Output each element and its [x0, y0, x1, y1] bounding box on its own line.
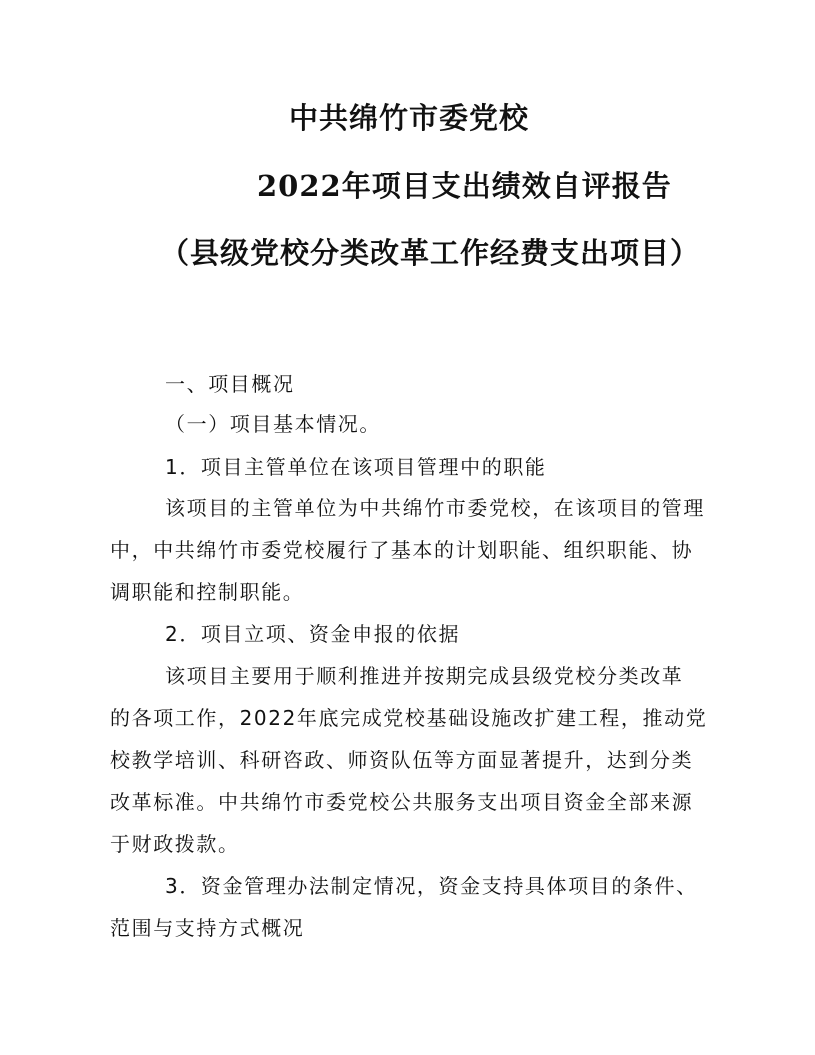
paragraph-line: 调职能和控制职能。 [110, 580, 305, 604]
paragraph-line: 中，中共绵竹市委党校履行了基本的计划职能、组织职能、协 [110, 538, 694, 562]
document-title-org: 中共绵竹市委党校 [289, 101, 530, 135]
paragraph-line: 改革标准。中共绵竹市委党校公共服务支出项目资金全部来源 [110, 790, 694, 814]
item-heading-3: 3．资金管理办法制定情况，资金支持具体项目的条件、 [165, 874, 698, 898]
document-title-report: 2022年项目支出绩效自评报告 [257, 169, 672, 203]
document-title-project: （县级党校分类改革工作经费支出项目） [160, 236, 701, 270]
paragraph-line: 的各项工作，2022年底完成党校基础设施改扩建工程，推动党 [110, 706, 708, 730]
paragraph-line: 于财政拨款。 [110, 832, 240, 856]
paragraph-line: 该项目的主管单位为中共绵竹市委党校，在该项目的管理 [165, 496, 705, 520]
section-heading-overview: 一、项目概况 [165, 372, 295, 396]
paragraph-line: 校教学培训、科研咨政、师资队伍等方面显著提升，达到分类 [110, 748, 694, 772]
paragraph-line: 该项目主要用于顺利推进并按期完成县级党校分类改革 [165, 664, 684, 688]
item-heading-1: 1．项目主管单位在该项目管理中的职能 [165, 455, 547, 479]
item-heading-2: 2．项目立项、资金申报的依据 [165, 622, 461, 646]
subsection-heading-basic-info: （一）项目基本情况。 [165, 412, 381, 436]
paragraph-line: 范围与支持方式概况 [110, 916, 305, 940]
